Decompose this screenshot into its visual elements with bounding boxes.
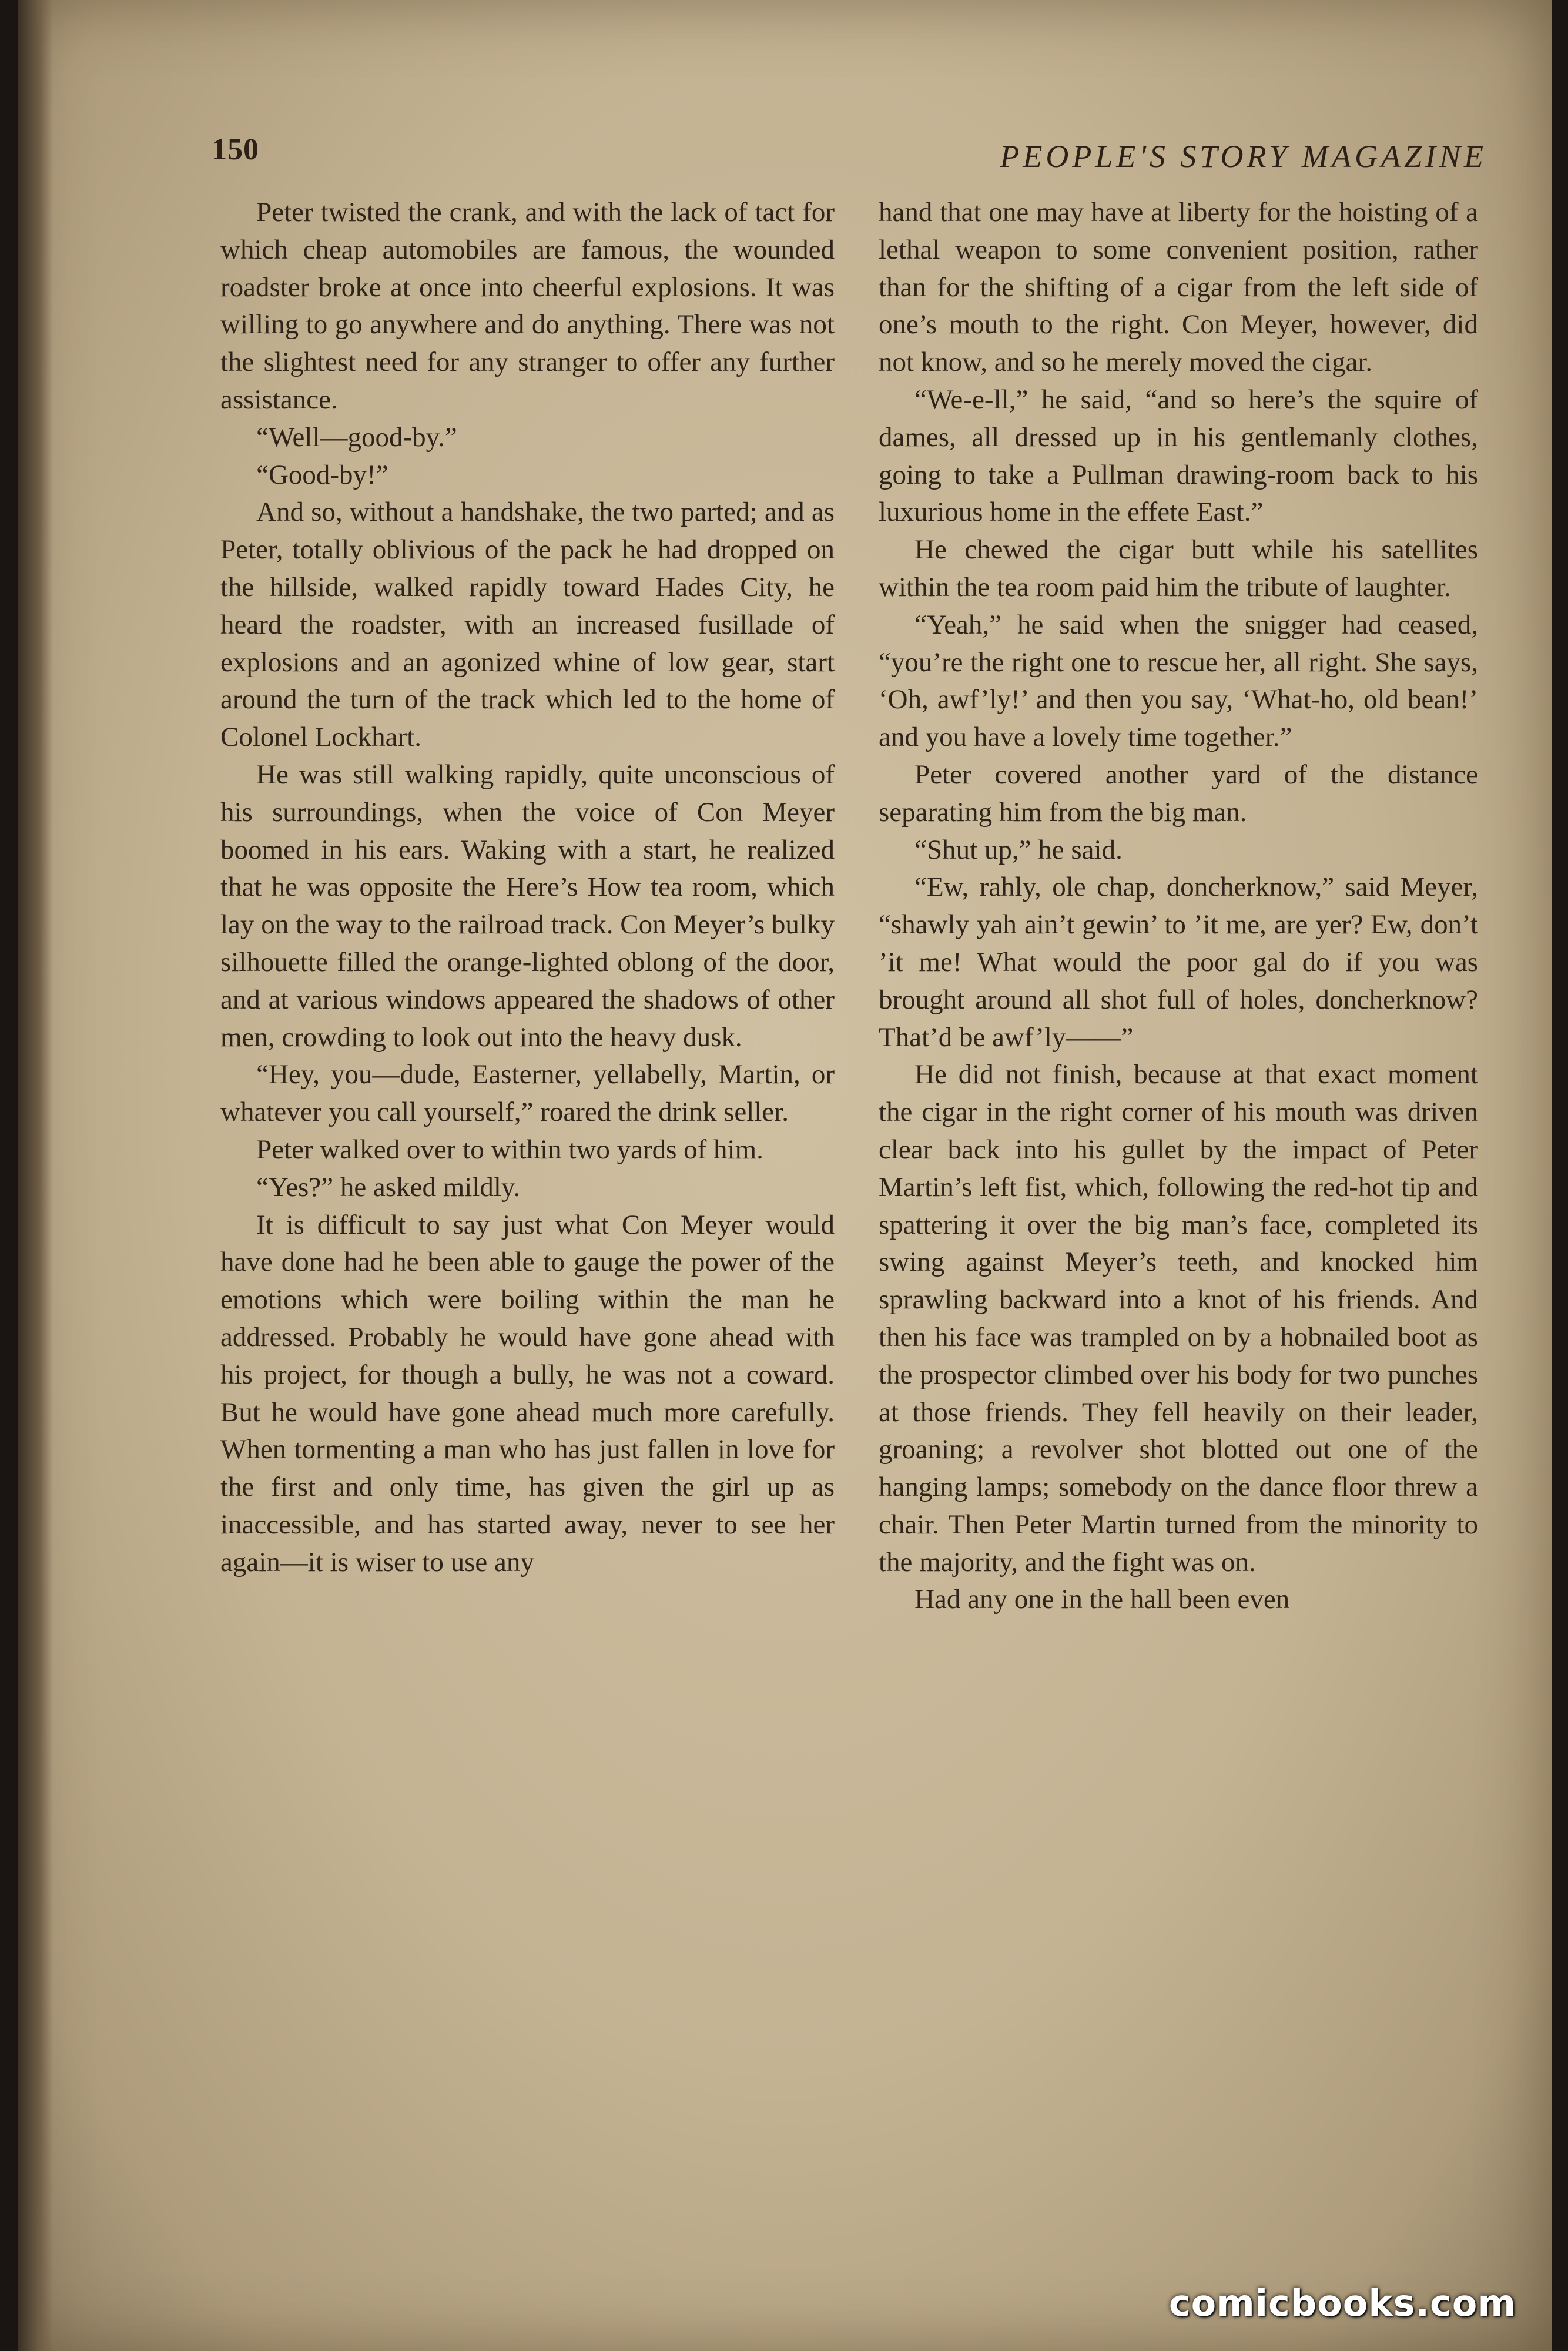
page-number: 150 [212, 133, 259, 166]
page-header [212, 132, 1487, 179]
paragraph: He was still walking rapidly, quite unconscious of his surroundings, when the voice of Con Meyer boomed in his ears. Waking with a start, he realized that he was opposite the Here’s How tea room, which lay on the way to the railroad track. Con Meyer’s bulky silhouette filled the orange-lighted oblong of the door, and at various windows appeared the shadows of other men, crowding to look out into the heavy dusk. [220, 759, 835, 1053]
magazine-page [18, 0, 1552, 2351]
right-column [879, 194, 1478, 2104]
running-head: PEOPLE'S STORY MAGAZINE [1000, 139, 1487, 174]
paragraph: And so, without a handshake, the two parted; and as Peter, totally oblivious of the pack he had dropped on the hillside, walked rapidly toward Hades City, he heard the roadster, with an increased fusillade of explosions and an agonized whine of low gear, start around the turn of the track which led to the home of Colonel Lockhart. [220, 497, 835, 753]
paragraph: “Ew, rahly, ole chap, doncherknow,” said Meyer, “shawly yah ain’t gewin’ to ’it me, are yer? Ew, don’t ’it me! What would the poor gal do if you was brought around all shot full of holes, doncherknow? That’d be awf’ly——” [879, 872, 1478, 1053]
paragraph: “Yes?” he asked mildly. [256, 1171, 521, 1203]
paragraph: “Well—good-by.” [256, 421, 457, 453]
paragraph: “Yeah,” he said when the snigger had ceased, “you’re the right one to rescue her, all right. She says, ‘Oh, awf’ly!’ and then you say, ‘What-ho, old bean!’ and you have a lovely time together.” [879, 609, 1478, 753]
paragraph: “Shut up,” he said. [914, 834, 1123, 865]
paragraph: Peter walked over to within two yards of him. [256, 1134, 763, 1165]
page-spine-shadow [18, 0, 53, 2351]
paragraph: “We-e-ll,” he said, “and so here’s the squire of dames, all dressed up in his gentlemanly clothes, going to take a Pullman drawing-room back to his luxurious home in the effete East.” [879, 384, 1478, 528]
paragraph: Had any one in the hall been even [914, 1584, 1290, 1615]
paragraph: Peter covered another yard of the distance separating him from the big man. [879, 759, 1478, 828]
site-watermark: comicbooks.com [1168, 2282, 1516, 2325]
paragraph-continued: hand that one may have at liberty for the hoisting of a lethal weapon to some convenient position, rather than for the shifting of a cigar from the left side of one’s mouth to the right. Con Meyer, however, did not know, and so he merely moved the cigar. [879, 197, 1478, 378]
left-column [220, 194, 835, 2104]
paragraph: Peter twisted the crank, and with the lack of tact for which cheap automobiles are famous, the wounded roadster broke at once into cheerful explosions. It was willing to go anywhere and do anything. There was not the slightest need for any stranger to offer any further assistance. [220, 197, 835, 415]
paragraph: “Hey, you—dude, Easterner, yellabelly, Martin, or whatever you call yourself,” roared the drink seller. [220, 1059, 835, 1128]
paragraph: He chewed the cigar butt while his satellites within the tea room paid him the tribute of laughter. [879, 534, 1478, 602]
paragraph: He did not finish, because at that exact moment the cigar in the right corner of his mouth was driven clear back into his gullet by the impact of Peter Martin’s left fist, which, following the red-hot tip and spattering it over the big man’s face, completed its swing against Meyer’s teeth, and knocked him sprawling backward into a knot of his friends. And then his face was trampled on by a hobnailed boot as the prospector climbed over his body for two punches at those friends. They fell heavily on their leader, groaning; a revolver shot blotted out one of the hanging lamps; somebody on the dance floor threw a chair. Then Peter Martin turned from the minority to the majority, and the fight was on. [879, 1059, 1478, 1578]
paragraph: “Good-by!” [256, 459, 388, 490]
paragraph: It is difficult to say just what Con Meyer would have done had he been able to gauge the power of the emotions which were boiling within the man he addressed. Probably he would have gone ahead with his project, for though a bully, he was not a coward. But he would have gone ahead much more carefully. When tormenting a man who has just fallen in love for the first and only time, has given the girl up as inaccessible, and has started away, never to see her again—it is wiser to use any [220, 1209, 835, 1578]
